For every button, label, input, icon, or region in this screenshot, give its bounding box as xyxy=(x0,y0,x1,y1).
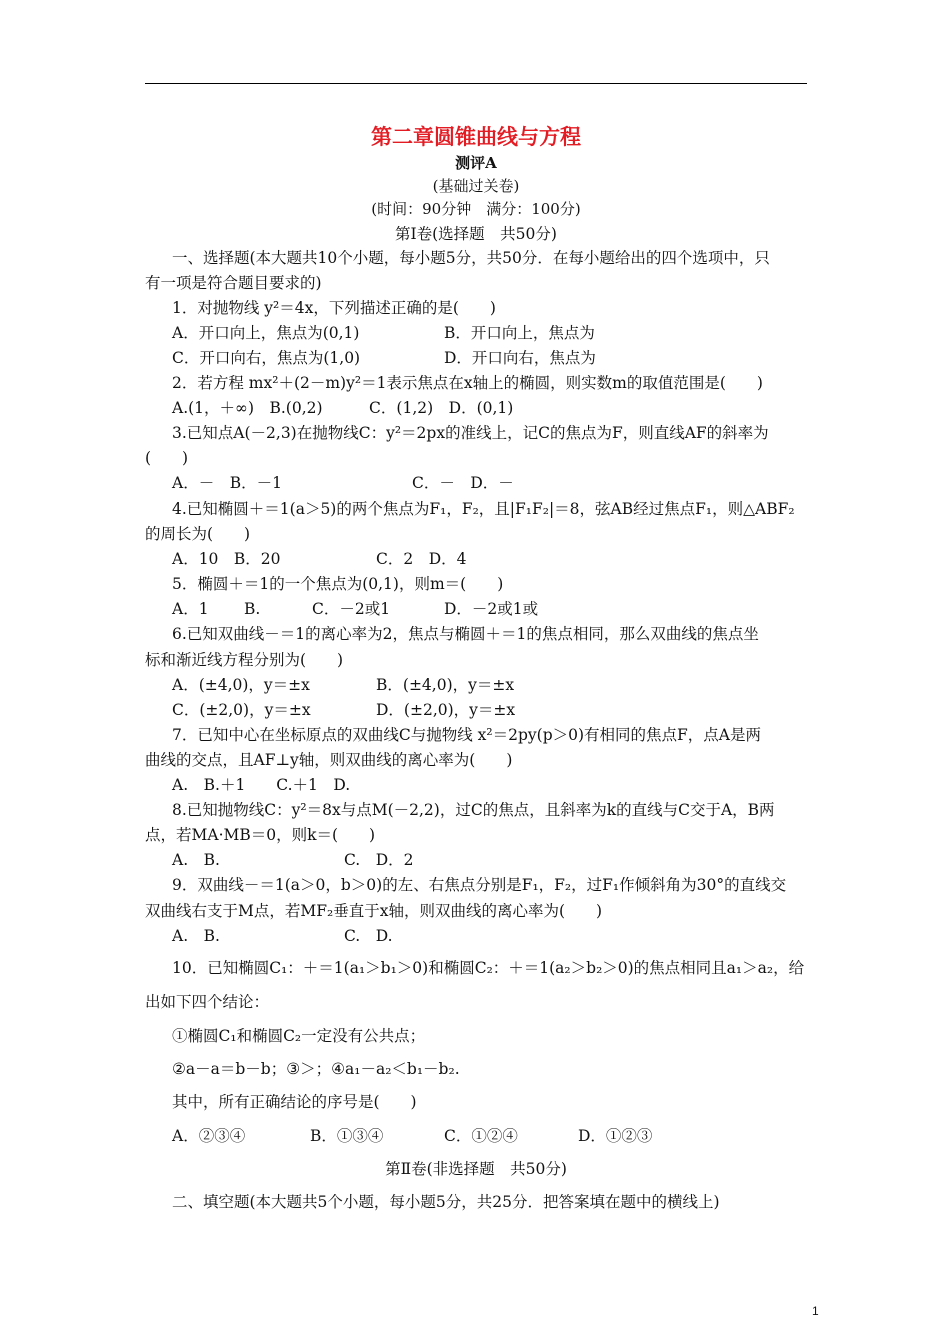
q6-stem-line2: 标和渐近线方程分别为( ) xyxy=(145,651,344,669)
q1-stem: 1．对抛物线 y²＝4x，下列描述正确的是( ) xyxy=(172,299,496,317)
q9-options-ab: A. B. xyxy=(172,927,220,945)
q2-options: A.(1，＋∞) B.(0,2) C．(1,2) D．(0,1) xyxy=(172,399,514,417)
q7-stem-line2: 曲线的交点，且AF⊥y轴，则双曲线的离心率为( ) xyxy=(145,751,513,769)
q10-stem-line1: 10．已知椭圆C₁：＋＝1(a₁＞b₁＞0)和椭圆C₂：＋＝1(a₂＞b₂＞0)的焦点相同且a₁＞a₂，给 xyxy=(172,959,805,977)
q9-stem-line1: 9．双曲线－＝1(a＞0，b＞0)的左、右焦点分别是F₁，F₂，过F₁作倾斜角为30°的直线交 xyxy=(172,876,787,894)
q8-stem-line2: 点，若MA·MB＝0，则k＝( ) xyxy=(145,826,376,844)
q7-options: A. B.＋1 C.＋1 D. xyxy=(172,776,351,794)
part2-header: 第Ⅱ卷(非选择题 共50分) xyxy=(385,1160,567,1178)
q10-statement-1: ①椭圆C₁和椭圆C₂一定没有公共点； xyxy=(172,1027,426,1045)
q10-option-a: A．②③④ xyxy=(172,1127,246,1145)
q3-options-ab: A．－ B．－1 xyxy=(172,474,282,492)
q8-options-cd: C. D．2 xyxy=(344,851,414,869)
q10-option-b: B．①③④ xyxy=(310,1127,384,1145)
q6-stem-line1: 6.已知双曲线－＝1的离心率为2，焦点与椭圆＋＝1的焦点相同，那么双曲线的焦点坐 xyxy=(172,625,759,643)
q3-options-cd: C．－ D．－ xyxy=(412,474,514,492)
q6-option-d: D．(±2,0)，y＝±x xyxy=(376,701,516,719)
time-info: (时间：90分钟 满分：100分) xyxy=(371,200,581,218)
section1-intro-line2: 有一项是符合题目要求的) xyxy=(145,274,322,292)
q1-option-a: A．开口向上，焦点为(0,1) xyxy=(172,324,360,342)
q5-option-b: B. xyxy=(244,600,261,618)
q9-options-cd: C. D. xyxy=(344,927,393,945)
q10-option-d: D．①②③ xyxy=(578,1127,653,1145)
q7-stem-line1: 7．已知中心在坐标原点的双曲线C与抛物线 x²＝2py(p＞0)有相同的焦点F，点A是两 xyxy=(172,726,761,744)
header-rule xyxy=(145,83,807,84)
part1-header: 第Ⅰ卷(选择题 共50分) xyxy=(395,225,557,243)
q10-question: 其中，所有正确结论的序号是( ) xyxy=(172,1093,417,1111)
q5-option-c: C．－2或1 xyxy=(312,600,391,618)
page-number: 1 xyxy=(812,1304,819,1318)
q10-statement-2: ②a－a＝b－b；③＞；④a₁－a₂＜b₁－b₂. xyxy=(172,1060,460,1078)
q10-stem-line2: 出如下四个结论： xyxy=(145,993,270,1011)
volume-label: (基础过关卷) xyxy=(432,177,520,195)
q1-option-d: D．开口向右，焦点为 xyxy=(444,349,596,367)
q4-options-cd: C．2 D．4 xyxy=(376,550,467,568)
q1-option-c: C．开口向右，焦点为(1,0) xyxy=(172,349,361,367)
q6-option-b: B．(±4,0)，y＝±x xyxy=(376,676,515,694)
q8-stem-line1: 8.已知抛物线C：y²＝8x与点M(－2,2)，过C的焦点，且斜率为k的直线与C交于A，B两 xyxy=(172,801,775,819)
section1-intro-line1: 一、选择题(本大题共10个小题，每小题5分，共50分．在每小题给出的四个选项中，只 xyxy=(172,249,770,267)
q3-stem-line1: 3.已知点A(－2,3)在抛物线C：y²＝2px的准线上，记C的焦点为F，则直线AF的斜率为 xyxy=(172,424,769,442)
q9-stem-line2: 双曲线右支于M点，若MF₂垂直于x轴，则双曲线的离心率为( ) xyxy=(145,902,603,920)
q4-stem-line2: 的周长为( ) xyxy=(145,525,251,543)
q2-stem: 2．若方程 mx²＋(2－m)y²＝1表示焦点在x轴上的椭圆，则实数m的取值范围是( ) xyxy=(172,374,763,392)
q8-options-ab: A. B. xyxy=(172,851,220,869)
q6-option-c: C．(±2,0)，y＝±x xyxy=(172,701,311,719)
q1-option-b: B．开口向上，焦点为 xyxy=(444,324,595,342)
q5-option-d: D．－2或1或 xyxy=(444,600,539,618)
q6-option-a: A．(±4,0)，y＝±x xyxy=(172,676,310,694)
section2-intro: 二、填空题(本大题共5个小题，每小题5分，共25分．把答案填在题中的横线上) xyxy=(172,1193,720,1211)
page-title: 第二章圆锥曲线与方程 xyxy=(371,124,581,149)
q5-option-a: A．1 xyxy=(172,600,209,618)
q4-stem-line1: 4.已知椭圆＋＝1(a＞5)的两个焦点为F₁，F₂，且|F₁F₂|＝8，弦AB经过焦点F₁，则△ABF₂ xyxy=(172,500,795,518)
q3-stem-line2: ( ) xyxy=(145,449,189,467)
page-subtitle: 测评A xyxy=(455,154,497,172)
q10-option-c: C．①②④ xyxy=(444,1127,518,1145)
q4-options-ab: A．10 B．20 xyxy=(172,550,281,568)
q5-stem: 5．椭圆＋＝1的一个焦点为(0,1)，则m＝( ) xyxy=(172,575,504,593)
